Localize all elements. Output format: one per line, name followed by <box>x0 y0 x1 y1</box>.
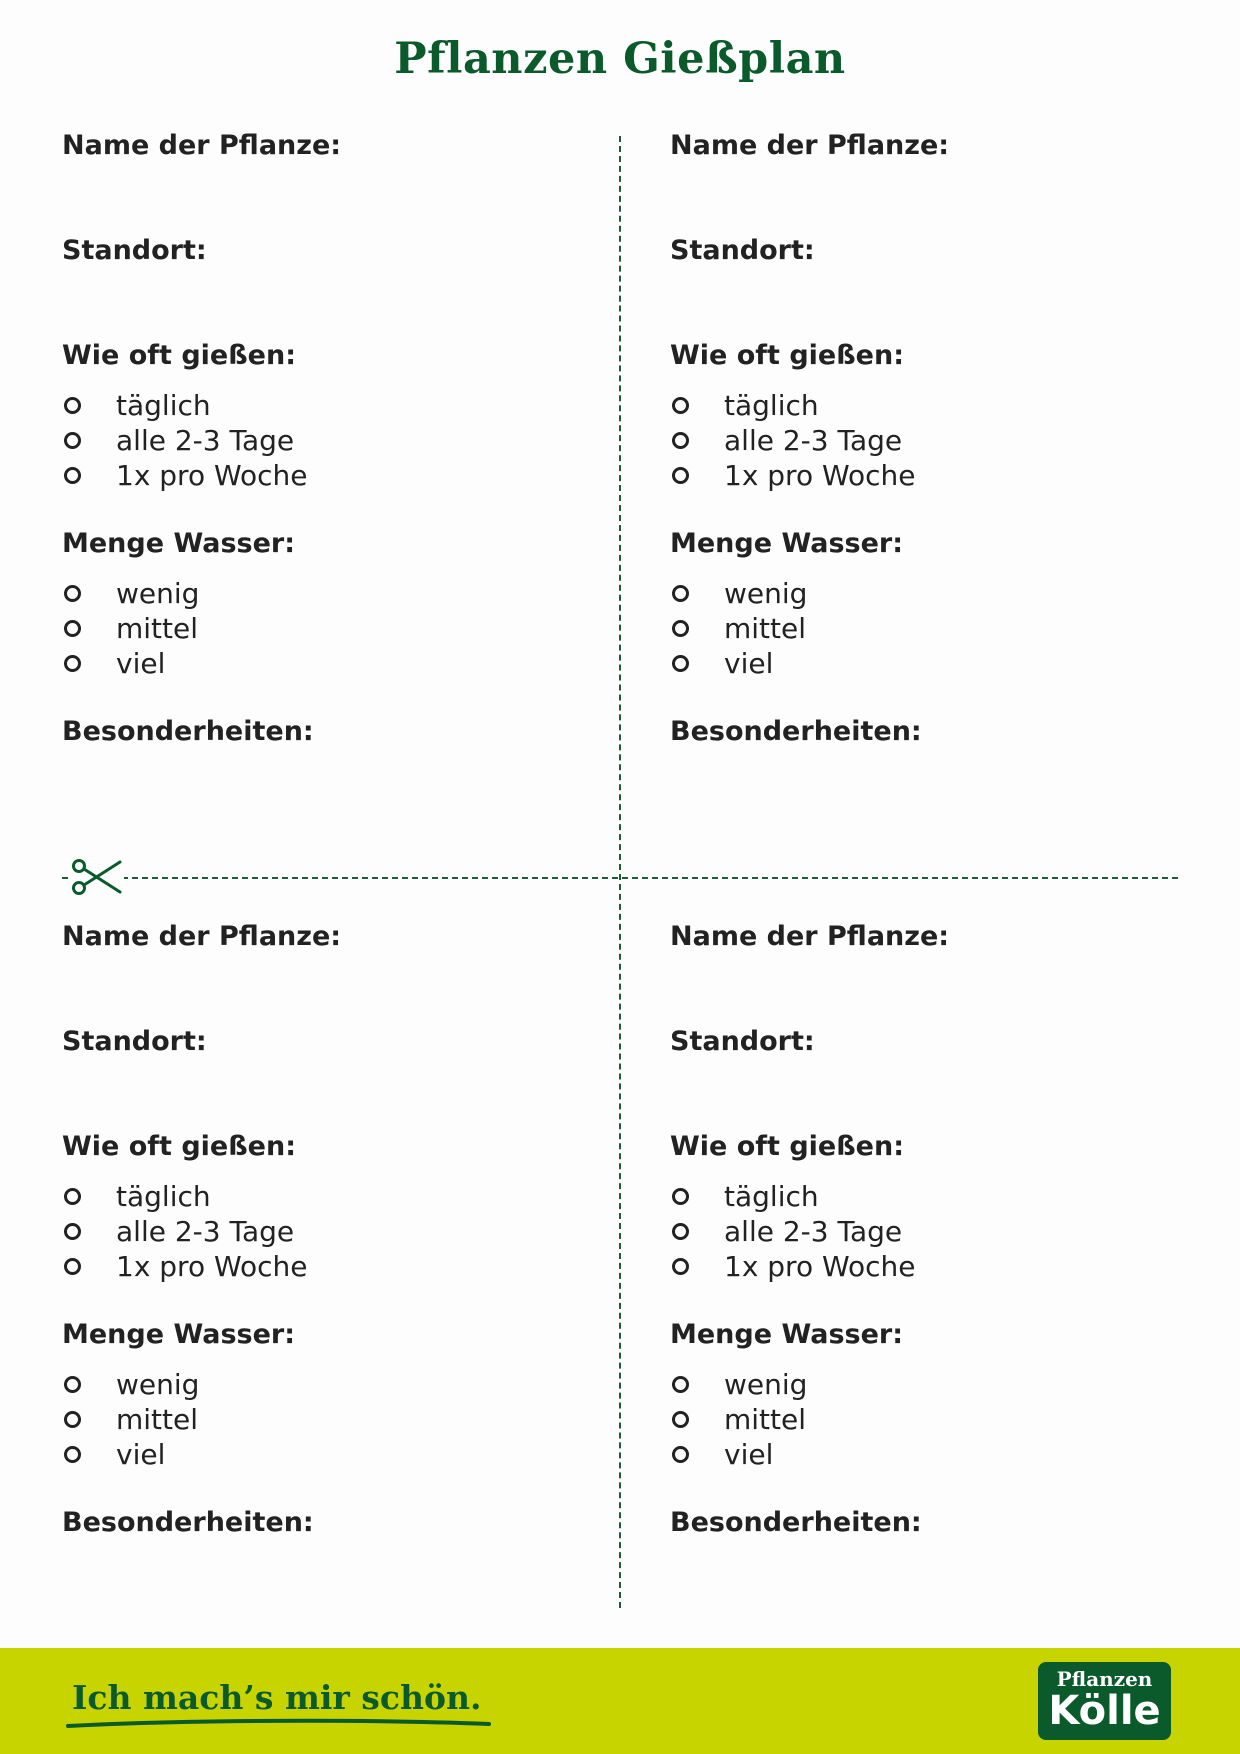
radio-circle-icon[interactable] <box>64 1411 81 1428</box>
amount-option-label: viel <box>724 647 774 680</box>
water-amount-options <box>670 576 807 681</box>
frequency-option[interactable] <box>670 1249 916 1284</box>
radio-circle-icon[interactable] <box>64 585 81 602</box>
frequency-option[interactable] <box>62 458 308 493</box>
amount-option-label: mittel <box>724 612 807 645</box>
amount-option-label: mittel <box>116 612 199 645</box>
amount-option[interactable] <box>670 646 807 681</box>
amount-option[interactable] <box>62 576 199 611</box>
water-amount-label: Menge Wasser: <box>62 528 296 559</box>
plant-name-label: Name der Pflanze: <box>670 130 950 161</box>
notes-label: Besonderheiten: <box>670 1507 922 1538</box>
frequency-option-label: 1x pro Woche <box>116 1250 308 1283</box>
amount-option-label: wenig <box>116 577 200 610</box>
radio-circle-icon[interactable] <box>672 1188 689 1205</box>
watering-frequency-label: Wie oft gießen: <box>62 1131 296 1162</box>
frequency-option-label: 1x pro Woche <box>724 459 916 492</box>
location-label: Standort: <box>670 235 815 266</box>
radio-circle-icon[interactable] <box>64 1446 81 1463</box>
logo-line-1: Pflanzen <box>1056 1667 1153 1691</box>
watering-frequency-options <box>62 1179 308 1284</box>
footer-band <box>0 1648 1240 1754</box>
frequency-option-label: täglich <box>724 389 819 422</box>
amount-option-label: viel <box>116 647 166 680</box>
radio-circle-icon[interactable] <box>64 620 81 637</box>
frequency-option-label: alle 2-3 Tage <box>724 424 903 457</box>
water-amount-label: Menge Wasser: <box>670 528 904 559</box>
logo-line-2: Kölle <box>1048 1688 1161 1734</box>
plant-name-label: Name der Pflanze: <box>670 921 950 952</box>
amount-option[interactable] <box>670 576 807 611</box>
frequency-option-label: alle 2-3 Tage <box>724 1215 903 1248</box>
plant-name-label: Name der Pflanze: <box>62 130 342 161</box>
radio-circle-icon[interactable] <box>672 1376 689 1393</box>
amount-option[interactable] <box>670 611 807 646</box>
radio-circle-icon[interactable] <box>672 655 689 672</box>
radio-circle-icon[interactable] <box>64 397 81 414</box>
radio-circle-icon[interactable] <box>64 1188 81 1205</box>
frequency-option-label: täglich <box>724 1180 819 1213</box>
frequency-option[interactable] <box>62 388 308 423</box>
frequency-option-label: täglich <box>116 1180 211 1213</box>
radio-circle-icon[interactable] <box>64 1258 81 1275</box>
frequency-option-label: 1x pro Woche <box>116 459 308 492</box>
radio-circle-icon[interactable] <box>672 1411 689 1428</box>
horizontal-cut-line <box>62 877 1178 879</box>
radio-circle-icon[interactable] <box>672 1258 689 1275</box>
radio-circle-icon[interactable] <box>672 1223 689 1240</box>
frequency-option[interactable] <box>62 1214 308 1249</box>
watering-frequency-label: Wie oft gießen: <box>670 1131 904 1162</box>
amount-option-label: wenig <box>724 1368 808 1401</box>
slogan: Ich mach’s mir schön. <box>72 1678 482 1717</box>
radio-circle-icon[interactable] <box>672 1446 689 1463</box>
frequency-option-label: alle 2-3 Tage <box>116 1215 295 1248</box>
frequency-option-label: 1x pro Woche <box>724 1250 916 1283</box>
plant-card <box>62 126 582 826</box>
slogan-underline-swoosh <box>64 1714 494 1732</box>
frequency-option[interactable] <box>62 1179 308 1214</box>
amount-option[interactable] <box>670 1437 807 1472</box>
frequency-option[interactable] <box>62 1249 308 1284</box>
amount-option-label: wenig <box>116 1368 200 1401</box>
radio-circle-icon[interactable] <box>64 432 81 449</box>
amount-option[interactable] <box>670 1367 807 1402</box>
frequency-option-label: alle 2-3 Tage <box>116 424 295 457</box>
notes-label: Besonderheiten: <box>670 716 922 747</box>
amount-option[interactable] <box>62 1367 199 1402</box>
radio-circle-icon[interactable] <box>672 585 689 602</box>
page-title: Pflanzen Gießplan <box>394 34 846 84</box>
amount-option[interactable] <box>62 611 199 646</box>
water-amount-options <box>62 576 199 681</box>
amount-option[interactable] <box>670 1402 807 1437</box>
frequency-option[interactable] <box>670 458 916 493</box>
notes-label: Besonderheiten: <box>62 716 314 747</box>
notes-label: Besonderheiten: <box>62 1507 314 1538</box>
radio-circle-icon[interactable] <box>672 397 689 414</box>
radio-circle-icon[interactable] <box>672 620 689 637</box>
scissors-icon <box>70 856 124 898</box>
frequency-option[interactable] <box>62 423 308 458</box>
frequency-option[interactable] <box>670 388 916 423</box>
plant-card <box>62 917 582 1617</box>
water-amount-label: Menge Wasser: <box>670 1319 904 1350</box>
plant-card <box>670 126 1190 826</box>
amount-option[interactable] <box>62 1402 199 1437</box>
amount-option-label: viel <box>116 1438 166 1471</box>
frequency-option[interactable] <box>670 1179 916 1214</box>
amount-option-label: viel <box>724 1438 774 1471</box>
amount-option-label: mittel <box>116 1403 199 1436</box>
vertical-cut-line <box>619 136 621 1608</box>
plant-card <box>670 917 1190 1617</box>
amount-option[interactable] <box>62 1437 199 1472</box>
watering-frequency-label: Wie oft gießen: <box>62 340 296 371</box>
watering-frequency-options <box>670 1179 916 1284</box>
radio-circle-icon[interactable] <box>672 432 689 449</box>
radio-circle-icon[interactable] <box>64 655 81 672</box>
brand-logo <box>1038 1662 1171 1740</box>
water-amount-options <box>62 1367 199 1472</box>
water-amount-options <box>670 1367 807 1472</box>
amount-option-label: wenig <box>724 577 808 610</box>
radio-circle-icon[interactable] <box>672 467 689 484</box>
plant-name-label: Name der Pflanze: <box>62 921 342 952</box>
location-label: Standort: <box>670 1026 815 1057</box>
watering-frequency-label: Wie oft gießen: <box>670 340 904 371</box>
radio-circle-icon[interactable] <box>64 1376 81 1393</box>
watering-frequency-options <box>62 388 308 493</box>
amount-option[interactable] <box>62 646 199 681</box>
amount-option-label: mittel <box>724 1403 807 1436</box>
frequency-option-label: täglich <box>116 389 211 422</box>
water-amount-label: Menge Wasser: <box>62 1319 296 1350</box>
frequency-option[interactable] <box>670 1214 916 1249</box>
frequency-option[interactable] <box>670 423 916 458</box>
radio-circle-icon[interactable] <box>64 467 81 484</box>
watering-frequency-options <box>670 388 916 493</box>
radio-circle-icon[interactable] <box>64 1223 81 1240</box>
location-label: Standort: <box>62 1026 207 1057</box>
location-label: Standort: <box>62 235 207 266</box>
